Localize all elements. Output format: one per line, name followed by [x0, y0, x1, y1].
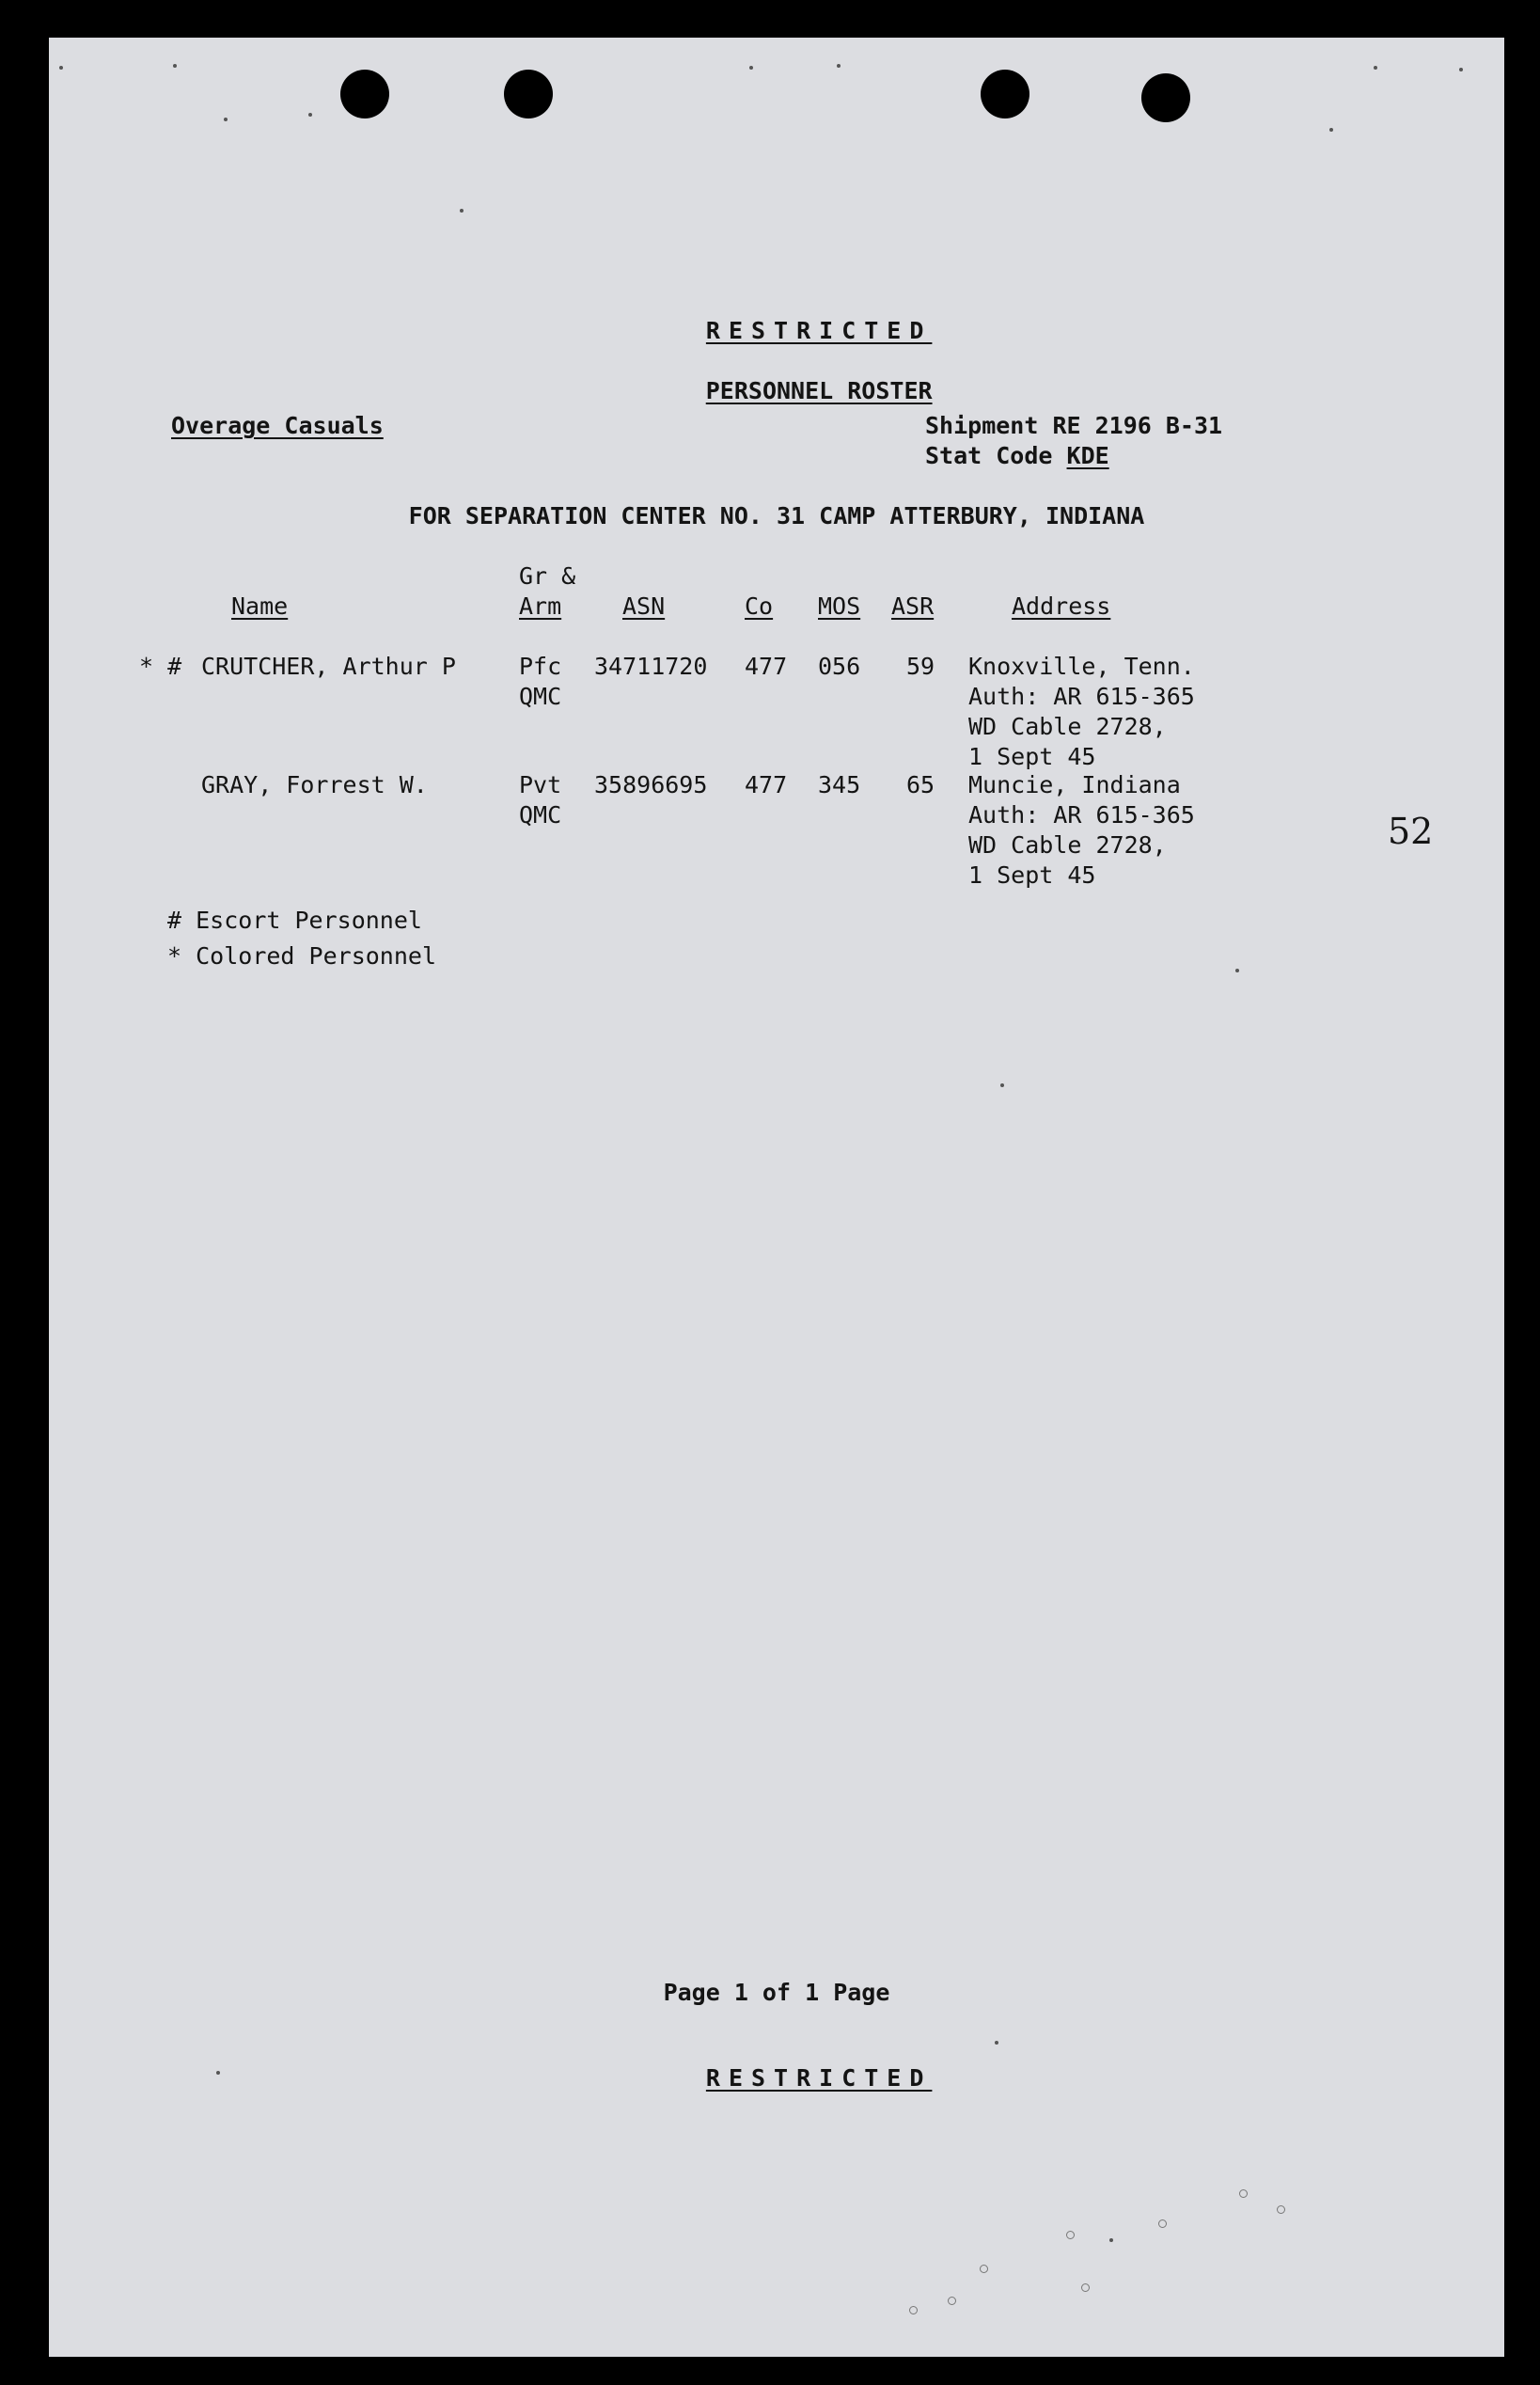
row-address-line: Knoxville, Tenn. [968, 653, 1195, 680]
col-header-name: Name [231, 592, 289, 620]
row-arm: QMC [519, 683, 562, 710]
punch-hole-3 [981, 70, 1029, 118]
destination-line: FOR SEPARATION CENTER NO. 31 CAMP ATTERBURY, INDIANA [408, 502, 1145, 529]
row-asn: 34711720 [594, 653, 708, 680]
legend-symbol: * [167, 942, 182, 970]
col-header-arm: Arm [519, 592, 562, 620]
stat-code: Stat Code KDE [925, 442, 1109, 469]
row-asr: 59 [906, 653, 935, 680]
page-count: Page 1 of 1 Page [663, 1979, 890, 2006]
punch-hole-1 [340, 70, 389, 118]
row-asn: 35896695 [594, 771, 708, 798]
col-header-co: Co [745, 592, 774, 620]
col-header-mos: MOS [818, 592, 861, 620]
punch-hole-2 [504, 70, 553, 118]
row-asr: 65 [906, 771, 935, 798]
row-address-line: 1 Sept 45 [968, 861, 1096, 889]
col-header-address: Address [1012, 592, 1111, 620]
legend-symbol: # [167, 907, 182, 934]
row-address-line: WD Cable 2728, [968, 831, 1167, 859]
row-name: CRUTCHER, Arthur P [201, 653, 456, 680]
row-co: 477 [745, 653, 788, 680]
document-page [49, 38, 1504, 2357]
row-address-line: 1 Sept 45 [968, 743, 1096, 770]
row-address-line: Muncie, Indiana [968, 771, 1181, 798]
row-grade: Pfc [519, 653, 562, 680]
col-header-grade: Gr & [519, 562, 576, 590]
col-header-asr: ASR [891, 592, 935, 620]
row-name: GRAY, Forrest W. [201, 771, 428, 798]
row-mos: 345 [818, 771, 861, 798]
legend-text: Escort Personnel [196, 907, 422, 934]
row-grade: Pvt [519, 771, 562, 798]
document-title: PERSONNEL ROSTER [705, 377, 933, 404]
shipment-number: Shipment RE 2196 B-31 [925, 412, 1223, 439]
legend-text: Colored Personnel [196, 942, 436, 970]
row-address-line: Auth: AR 615-365 [968, 801, 1195, 829]
row-co: 477 [745, 771, 788, 798]
classification-footer: RESTRICTED [705, 2064, 933, 2092]
punch-hole-4 [1141, 73, 1190, 122]
legend-item [167, 942, 436, 970]
row-address-line: WD Cable 2728, [968, 713, 1167, 740]
row-mos: 056 [818, 653, 861, 680]
group-label: Overage Casuals [171, 412, 384, 439]
row-marks: * # [139, 653, 182, 680]
page-number: 52 [1388, 811, 1434, 852]
col-header-asn: ASN [622, 592, 666, 620]
legend-item [167, 907, 422, 934]
classification-header: RESTRICTED [705, 317, 933, 344]
row-address-line: Auth: AR 615-365 [968, 683, 1195, 710]
row-arm: QMC [519, 801, 562, 829]
